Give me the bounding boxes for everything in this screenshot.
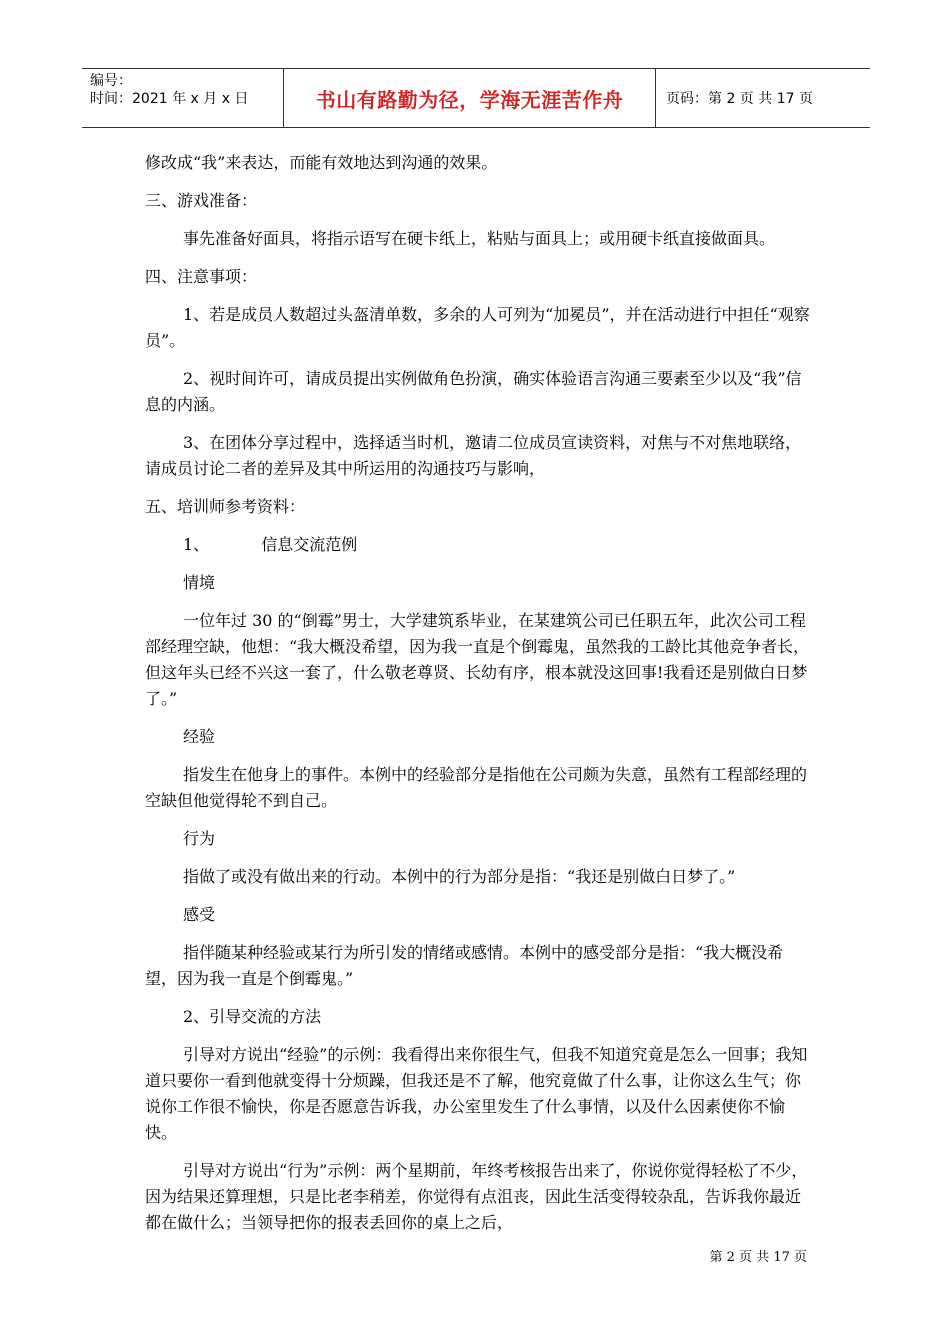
- section-heading-5: 五、培训师参考资料：: [145, 497, 306, 516]
- header-motto: 书山有路勤为径，学海无涯苦作舟: [284, 69, 656, 127]
- page-footer: 第 2 页 共 17 页: [709, 1250, 807, 1265]
- sub-heading-text: 信息交流范例: [261, 535, 358, 554]
- term-heading-feeling: 感受: [183, 905, 216, 924]
- sub-heading-number: 1、: [183, 535, 210, 554]
- header-meta: [82, 69, 284, 127]
- sub-heading-2: 2、引导交流的方法: [183, 1007, 322, 1026]
- header-page-label: 页码：第 2 页 共 17 页: [666, 91, 813, 107]
- document-body: [145, 150, 810, 1248]
- paragraph-situation: 一位年过 30 的“倒霉”男士，大学建筑系毕业，在某建筑公司已任职五年，此次公司工程部经理空缺，他想：“我大概没希望，因为我一直是个倒霉鬼，虽然我的工龄比其他竞争者长，但这年头已经不兴这一套了，什么敬老尊贤、长幼有序，根本就没这回事!我看还是别做白日梦了。”: [145, 611, 810, 708]
- term-heading-behavior: 行为: [183, 829, 216, 848]
- date-label: 时间：2021 年 x 月 x 日: [90, 91, 249, 107]
- section-heading-3: 三、游戏准备：: [145, 191, 258, 210]
- paragraph-guide-behavior: 引导对方说出“行为”示例：两个星期前，年终考核报告出来了，你说你觉得轻松了不少，因为结果还算理想，只是比老李稍差，你觉得有点沮丧，因此生活变得较杂乱，告诉我你最近都在做什么；当领导把你的报表丢回你的桌上之后，: [145, 1161, 808, 1232]
- section-heading-4: 四、注意事项：: [145, 267, 258, 286]
- paragraph-experience: 指发生在他身上的事件。本例中的经验部分是指他在公司颇为失意，虽然有工程部经理的空缺但他觉得轮不到自己。: [145, 765, 808, 810]
- page-header: [82, 68, 870, 128]
- sub-heading-1: [145, 532, 810, 558]
- paragraph: 事先准备好面具，将指示语写在硬卡纸上，粘贴与面具上；或用硬卡纸直接做面具。: [183, 229, 776, 248]
- term-heading-experience: 经验: [183, 727, 216, 746]
- paragraph: 修改成“我”来表达，而能有效地达到沟通的效果。: [145, 153, 498, 172]
- note-item-3: 3、在团体分享过程中，选择适当时机，邀请二位成员宣读资料，对焦与不对焦地联络，请成员讨论二者的差异及其中所运用的沟通技巧与影响，: [145, 433, 802, 478]
- note-item-1: 1、若是成员人数超过头盔清单数，多余的人可列为“加冕员”，并在活动进行中担任“观察员”。: [145, 305, 810, 350]
- number-label: 编号：: [90, 73, 132, 89]
- term-heading-situation: 情境: [183, 573, 216, 592]
- note-item-2: 2、视时间许可，请成员提出实例做角色扮演，确实体验语言沟通三要素至少以及“我”信息的内涵。: [145, 369, 802, 414]
- paragraph-feeling: 指伴随某种经验或某行为所引发的情绪或感情。本例中的感受部分是指：“我大概没希望，因为我一直是个倒霉鬼。”: [145, 943, 784, 988]
- paragraph-guide-experience: 引导对方说出“经验”的示例：我看得出来你很生气，但我不知道究竟是怎么一回事；我知道只要你一看到他就变得十分烦躁，但我还是不了解，他究竟做了什么事，让你这么生气；你说你工作很不愉快，你是否愿意告诉我，办公室里发生了什么事情，以及什么因素使你不愉快。: [145, 1045, 808, 1142]
- paragraph-behavior: 指做了或没有做出来的行动。本例中的行为部分是指：“我还是别做白日梦了。”: [183, 867, 736, 886]
